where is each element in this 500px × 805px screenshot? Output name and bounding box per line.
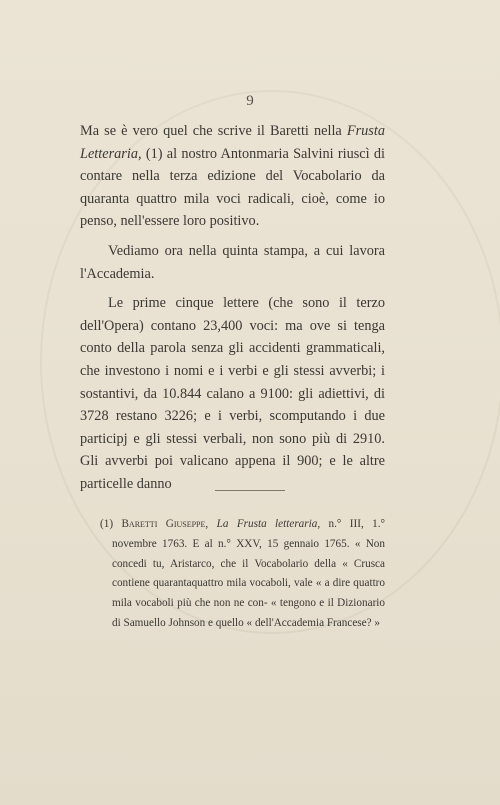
paragraph-3: Le prime cinque lettere (che sono il terzo dell'Opera) contano 23,400 voci: ma ove si tenga conto della parola senza gli accidenti grammaticali, che investono i nomi e i verbi e gli stessi avverbi; i sostantivi, da 10.844 calano a 9100: gli adiettivi, di 3728 restano 3226; e i verbi, scomputando i due participj e gli stessi verbali, non sono più di 2910. Gli avverbi poi valicano appena il 900; e le altre particelle danno	[80, 295, 385, 492]
footnote	[100, 515, 386, 634]
footnote-title: La Frusta letteraria,	[216, 518, 321, 530]
paragraph-1-text-a: Ma se è vero quel che scrive il Baretti nella	[80, 123, 347, 139]
main-text	[80, 120, 385, 496]
footnote-quote: « Non concedi tu, Aristarco, che il Vocabolario della « Crusca contiene quarantaquattro mila vocaboli, vale « a dire quattro mila vocaboli più che non ne con- « tengono e il Dizionario di Samuello Johnson e quello « dell'Accademia Francese? »	[112, 537, 385, 629]
footnote-separator	[215, 490, 285, 491]
footnote-marker: (1)	[100, 518, 122, 530]
footnote-ref: n.° III, 1.° novembre 1763. E al n.° XXV, 15 gennaio 1765.	[112, 518, 386, 550]
paragraph-2: Vediamo ora nella quinta stampa, a cui lavora l'Accademia.	[80, 242, 385, 282]
paragraph-1	[80, 120, 385, 233]
frusta-letteraria-title: Frusta Letteraria,	[80, 123, 385, 162]
footnote-author: Baretti Giuseppe,	[121, 518, 209, 530]
page-number: 9	[246, 93, 254, 109]
footnote-reference	[100, 515, 386, 634]
paragraph-1-text-b: (1) al nostro Antonmaria Salvini riuscì di contare nella terza edizione del Vocabolario da quaranta quattro mila voci radicali, cioè, come io penso, nell'essere loro positivo.	[80, 145, 385, 230]
